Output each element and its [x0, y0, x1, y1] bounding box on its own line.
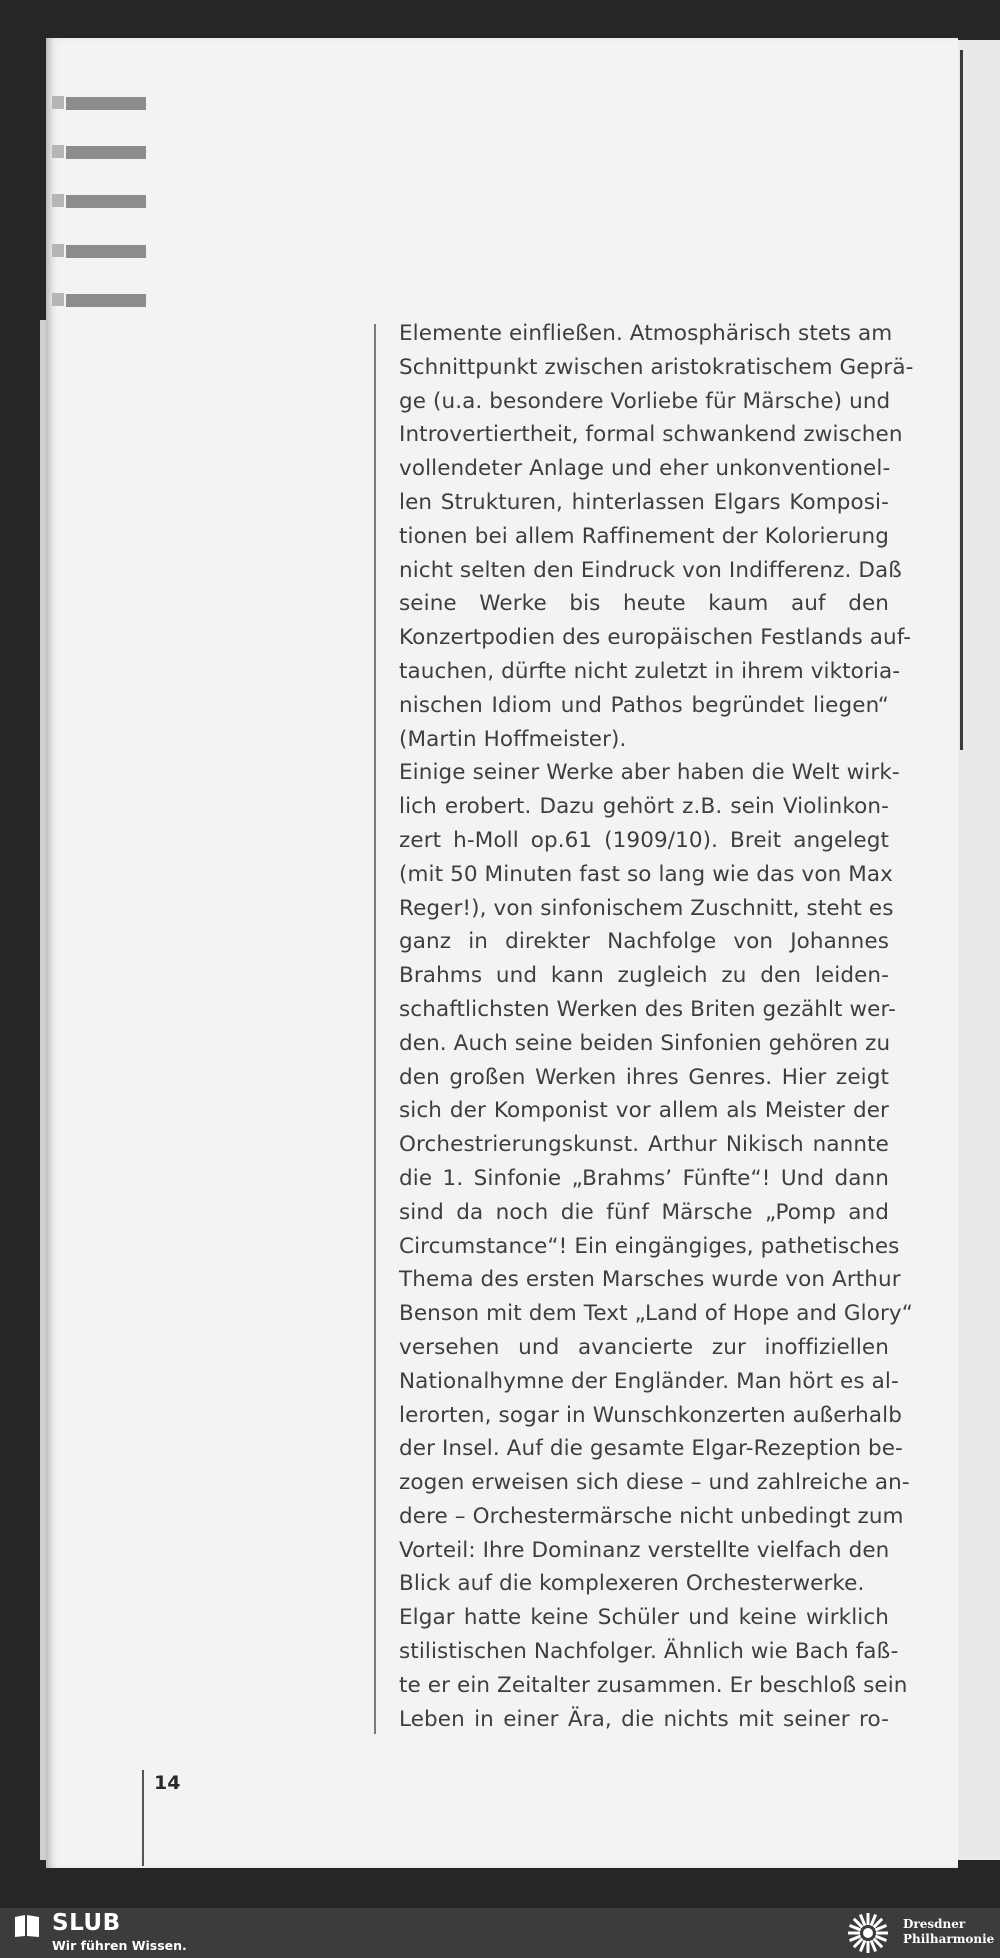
text-line: (Martin Hoffmeister). — [399, 726, 627, 752]
text-line: tauchen, dürfte nicht zuletzt in ihrem viktoria- — [399, 658, 901, 684]
text-line: stilistischen Nachfolger. Ähnlich wie Bach faß- — [399, 1639, 899, 1665]
logo-center — [863, 1928, 873, 1938]
decorative-bar-stub — [52, 96, 64, 109]
text-line: versehen und avancierte zur inoffiziellen — [399, 1334, 889, 1360]
sunburst-logo[interactable] — [842, 1911, 894, 1955]
text-line: den großen Werken ihres Genres. Hier zeigt — [399, 1064, 889, 1090]
text-line: te er ein Zeitalter zusammen. Er beschloß sein — [399, 1672, 908, 1698]
text-line: nischen Idiom und Pathos begründet liegen“ — [399, 692, 889, 718]
decorative-bar — [66, 97, 146, 110]
decorative-bar-stub — [52, 194, 64, 207]
text-line: Vorteil: Ihre Dominanz verstellte vielfach den — [399, 1537, 890, 1563]
text-line: Reger!), von sinfonischem Zuschnitt, steht es — [399, 895, 894, 921]
text-line: Circumstance“! Ein eingängiges, pathetisches — [399, 1233, 900, 1259]
library-tagline: Wir führen Wissen. — [52, 1938, 187, 1953]
decorative-bar-stub — [52, 145, 64, 158]
text-line: seine Werke bis heute kaum auf den — [399, 591, 889, 617]
text-line: Introvertiertheit, formal schwankend zwischen — [399, 422, 903, 448]
text-line: Leben in einer Ära, die nichts mit seiner ro- — [399, 1706, 889, 1732]
text-line: ge (u.a. besondere Vorliebe für Märsche) und — [399, 388, 891, 414]
text-line: zogen erweisen sich diese – und zahlreiche an- — [399, 1470, 910, 1496]
text-line: tionen bei allem Raffinement der Kolorierung — [399, 523, 889, 549]
text-line: die 1. Sinfonie „Brahms’ Fünfte“! Und dann — [399, 1165, 889, 1191]
decorative-bar-stub — [52, 244, 64, 257]
next-page-edge — [958, 40, 1000, 1860]
text-line: Blick auf die komplexeren Orchesterwerke. — [399, 1571, 865, 1597]
text-line: den. Auch seine beiden Sinfonien gehören zu — [399, 1030, 891, 1056]
text-line: sich der Komponist vor allem als Meister der — [399, 1098, 889, 1124]
text-line: dere – Orchestermärsche nicht unbedingt zum — [399, 1503, 904, 1529]
decorative-bar — [66, 146, 146, 159]
text-line: Schnittpunkt zwischen aristokratischem Geprä- — [399, 354, 914, 380]
text-line: schaftlichsten Werken des Briten gezählt wer- — [399, 996, 896, 1022]
text-line: ganz in direkter Nachfolge von Johannes — [399, 929, 889, 955]
column-rule — [374, 324, 376, 1734]
text-line: lerorten, sogar in Wunschkonzerten außerhalb — [399, 1402, 902, 1428]
text-line: zert h-Moll op.61 (1909/10). Breit angelegt — [399, 827, 889, 853]
text-line: Elemente einfließen. Atmosphärisch stets am — [399, 321, 893, 346]
partner-name-line1: Dresdner — [903, 1917, 966, 1931]
text-line: len Strukturen, hinterlassen Elgars Komposi- — [399, 489, 889, 515]
partner-name[interactable] — [903, 1917, 994, 1947]
text-line: Einige seiner Werke aber haben die Welt wirk- — [399, 760, 900, 786]
text-line: Brahms und kann zugleich zu den leiden- — [399, 963, 889, 989]
text-line: Konzertpodien des europäischen Festlands auf- — [399, 625, 912, 651]
text-line: lich erobert. Dazu gehört z.B. sein Violinkon- — [399, 794, 889, 820]
text-line: vollendeter Anlage und eher unkonventionel- — [399, 456, 891, 482]
text-line: nicht selten den Eindruck von Indifferenz. Daß — [399, 557, 902, 583]
text-line: (mit 50 Minuten fast so lang wie das von Max — [399, 861, 893, 887]
text-line: Thema des ersten Marsches wurde von Arthur — [399, 1267, 901, 1293]
body-text — [399, 317, 914, 1736]
text-line: Benson mit dem Text „Land of Hope and Glory“ — [399, 1301, 913, 1327]
text-line: Elgar hatte keine Schüler und keine wirklich — [399, 1605, 889, 1631]
library-name[interactable]: SLUB — [52, 1910, 121, 1936]
page-number: 14 — [154, 1772, 181, 1794]
decorative-bar-stub — [52, 293, 64, 306]
decorative-bar — [66, 294, 146, 307]
decorative-bar — [66, 195, 146, 208]
page-fold-line — [960, 50, 963, 750]
book-icon — [14, 1914, 40, 1938]
text-line: sind da noch die fünf Märsche „Pomp and — [399, 1199, 889, 1225]
text-line: der Insel. Auf die gesamte Elgar-Rezeption be- — [399, 1436, 903, 1462]
text-line: Orchestrierungskunst. Arthur Nikisch nannte — [399, 1132, 889, 1158]
page-number-rule — [142, 1770, 144, 1866]
partner-name-line2: Philharmonie — [903, 1932, 995, 1946]
text-line: Nationalhymne der Engländer. Man hört es al- — [399, 1368, 899, 1394]
decorative-bar — [66, 245, 146, 258]
